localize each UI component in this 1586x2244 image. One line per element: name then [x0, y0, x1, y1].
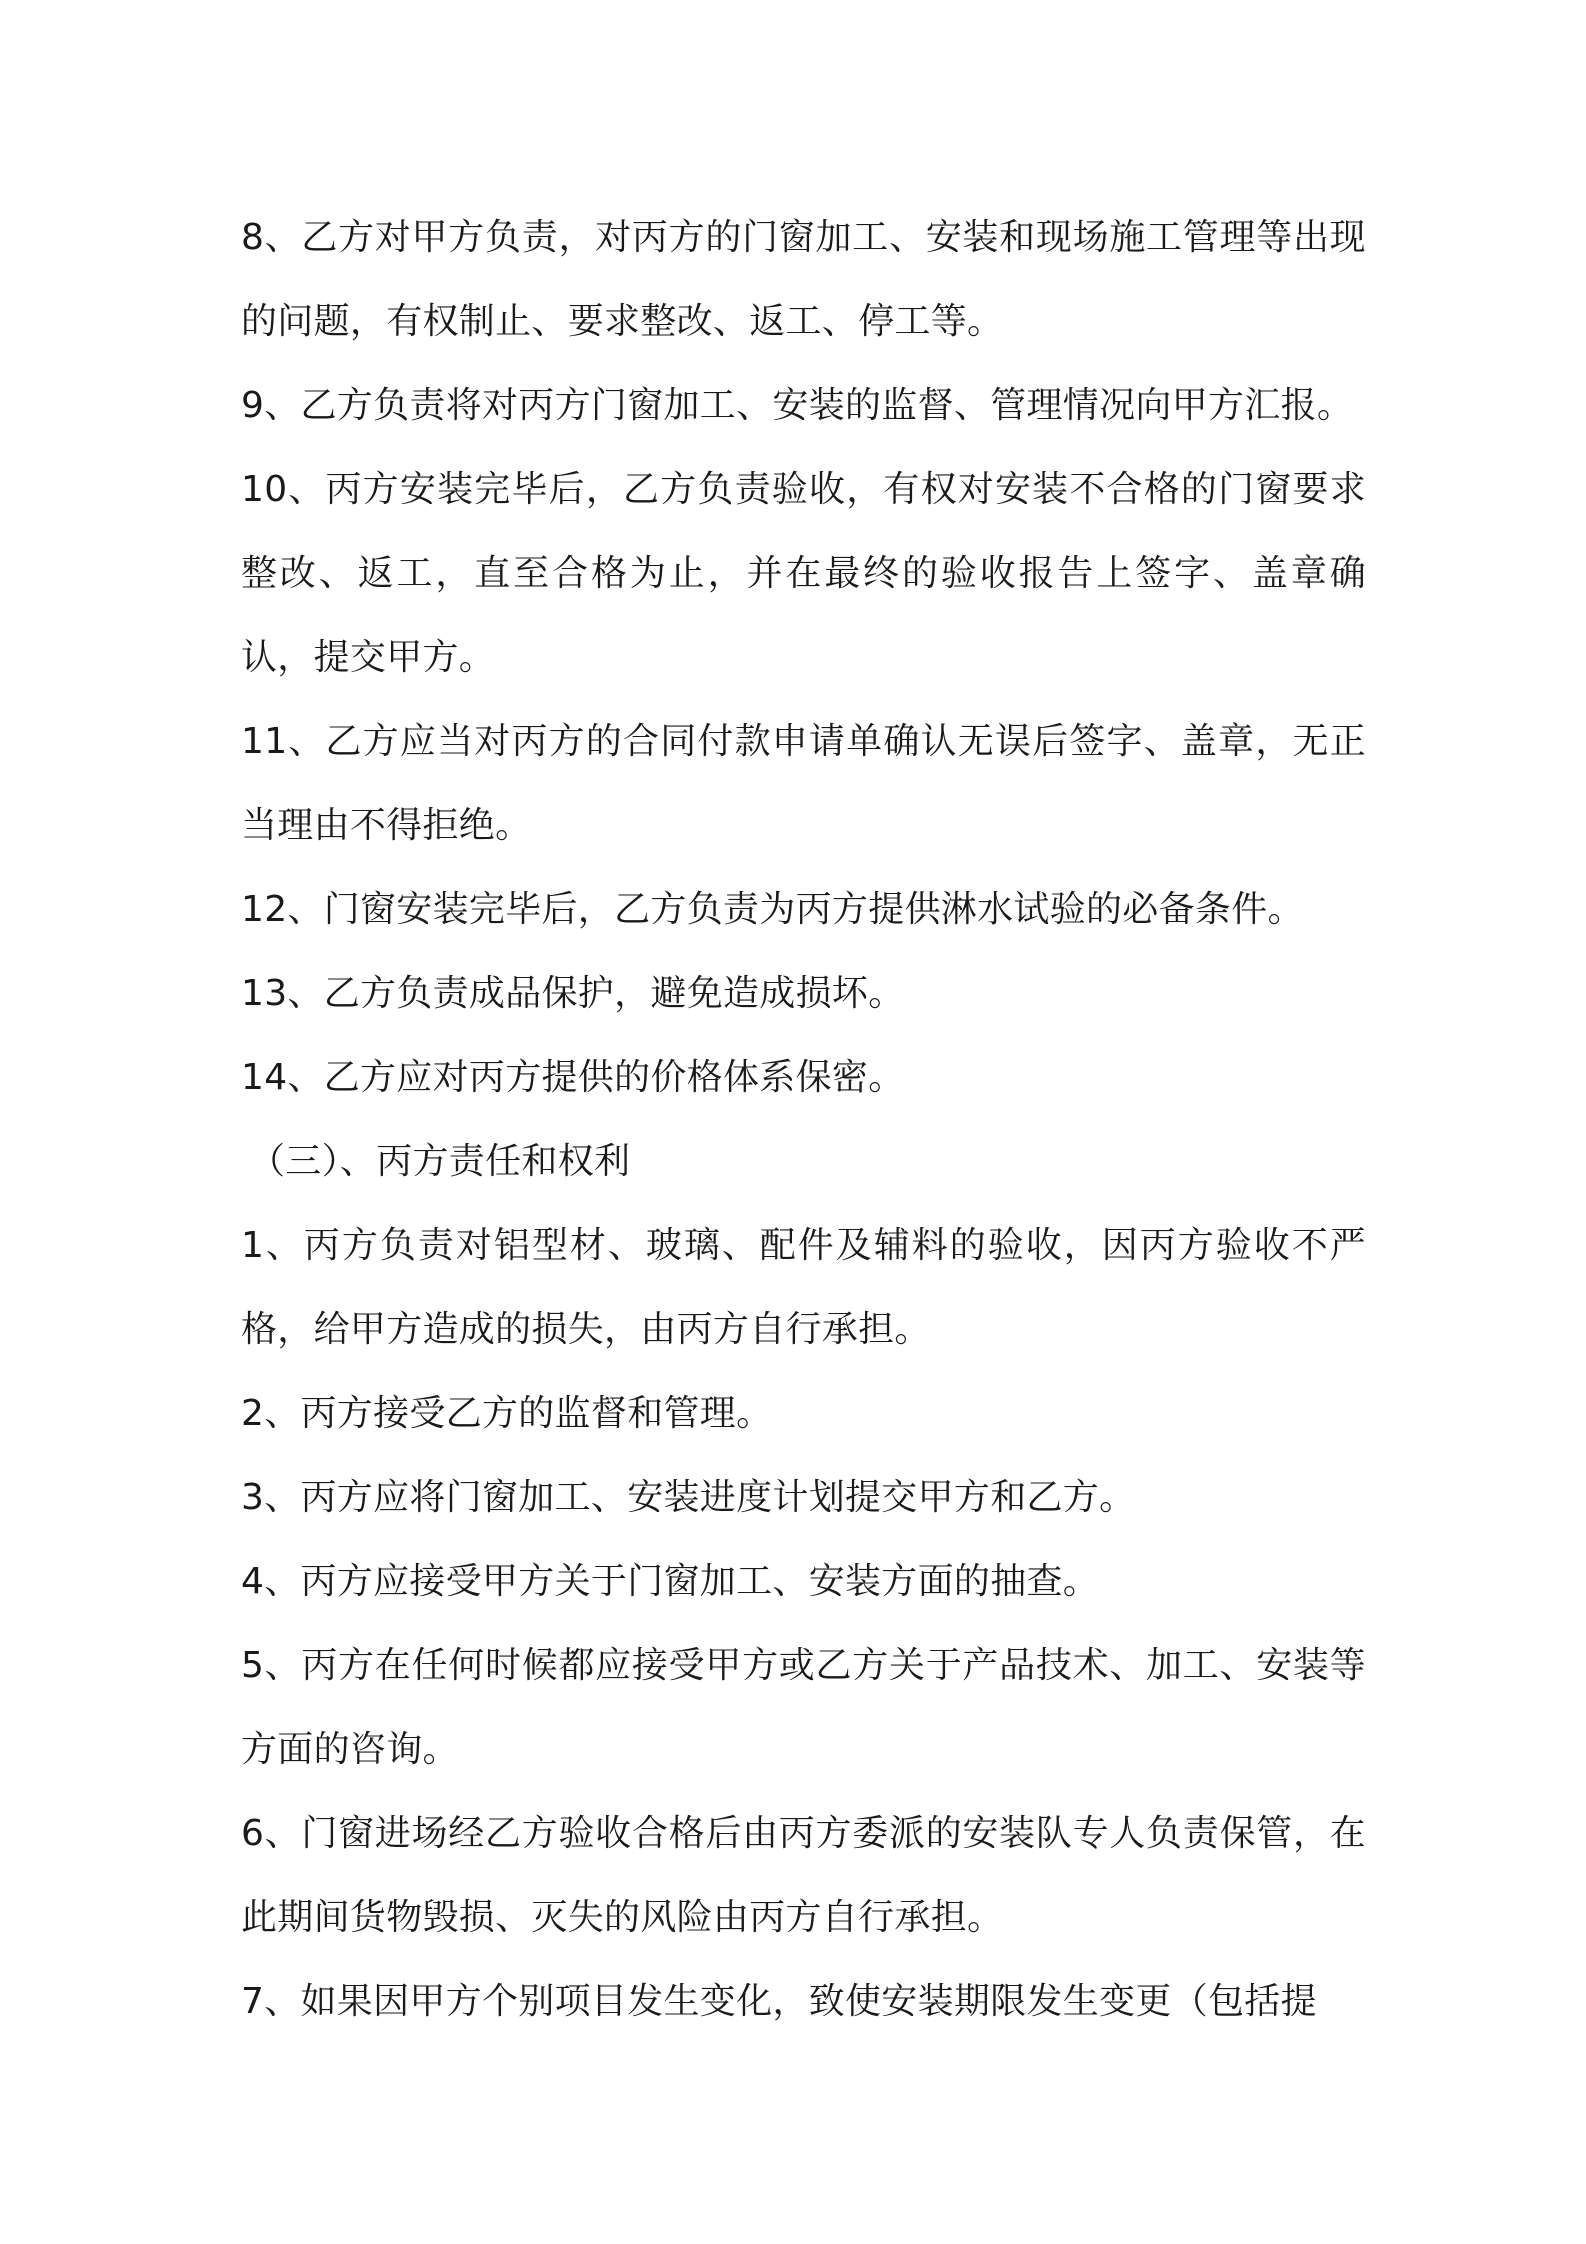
clause-paragraph: 7、如果因甲方个别项目发生变化，致使安装期限发生变更（包括提: [241, 1981, 1317, 2022]
clause-paragraph: 13、乙方负责成品保护，避免造成损坏。: [241, 973, 905, 1014]
clause-paragraph: 12、门窗安装完毕后，乙方负责为丙方提供淋水试验的必备条件。: [241, 889, 1304, 930]
clause-paragraph: 3、丙方应将门窗加工、安装进度计划提交甲方和乙方。: [241, 1477, 1136, 1518]
clause-paragraph: 9、乙方负责将对丙方门窗加工、安装的监督、管理情况向甲方汇报。: [241, 385, 1354, 426]
clause-paragraph: 4、丙方应接受甲方关于门窗加工、安装方面的抽查。: [241, 1561, 1100, 1602]
document-body: [241, 196, 1366, 2044]
clause-paragraph: 5、丙方在任何时候都应接受甲方或乙方关于产品技术、加工、安装等方面的咨询。: [241, 1645, 1366, 1770]
clause-paragraph: 1、丙方负责对铝型材、玻璃、配件及辅料的验收，因丙方验收不严格，给甲方造成的损失，由丙方自行承担。: [241, 1225, 1366, 1350]
clause-paragraph: 2、丙方接受乙方的监督和管理。: [241, 1393, 773, 1434]
clause-paragraph: 6、门窗进场经乙方验收合格后由丙方委派的安装队专人负责保管，在此期间货物毁损、灭失的风险由丙方自行承担。: [241, 1813, 1366, 1938]
clause-paragraph: 8、乙方对甲方负责，对丙方的门窗加工、安装和现场施工管理等出现的问题，有权制止、要求整改、返工、停工等。: [241, 217, 1366, 342]
section-heading: （三）、丙方责任和权利: [249, 1141, 631, 1182]
clause-paragraph: 11、乙方应当对丙方的合同付款申请单确认无误后签字、盖章，无正当理由不得拒绝。: [241, 721, 1366, 846]
clause-paragraph: 14、乙方应对丙方提供的价格体系保密。: [241, 1057, 905, 1098]
clause-paragraph: 10、丙方安装完毕后，乙方负责验收，有权对安装不合格的门窗要求整改、返工，直至合格为止，并在最终的验收报告上签字、盖章确认，提交甲方。: [241, 469, 1366, 678]
